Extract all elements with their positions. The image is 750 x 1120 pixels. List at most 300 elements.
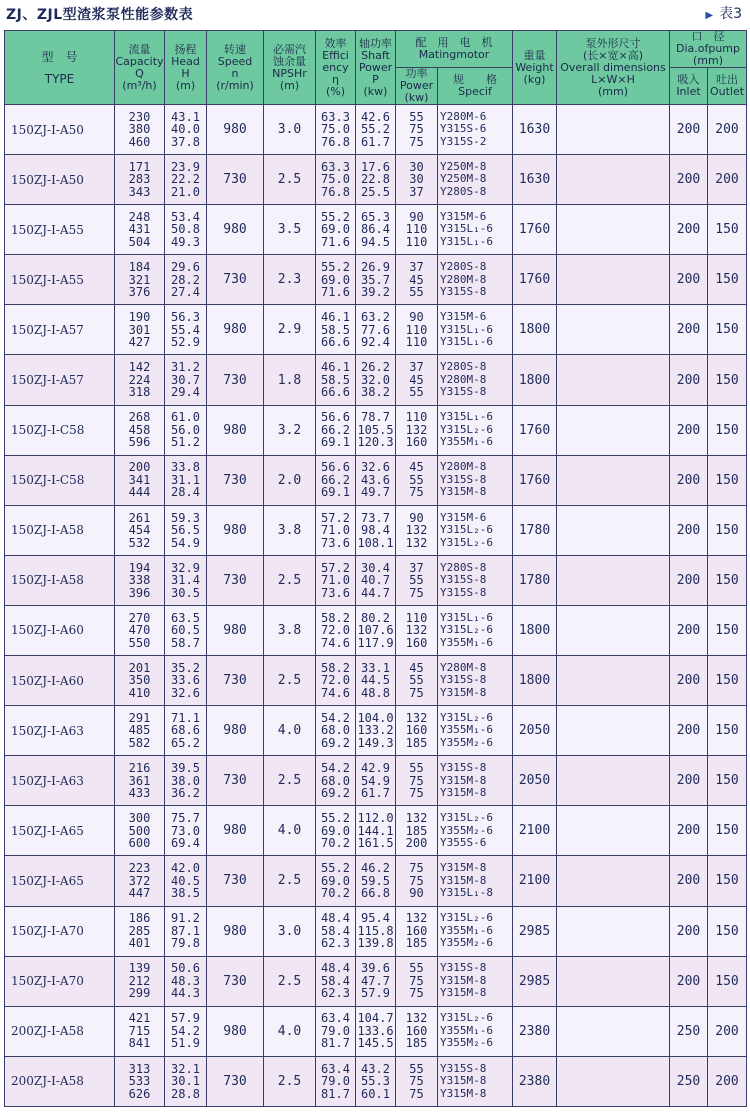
cell-dimensions	[557, 756, 670, 806]
header-motor-spec: 规 格 Specif	[438, 68, 513, 105]
cell-inlet: 200	[670, 255, 708, 305]
cell-inlet: 200	[670, 756, 708, 806]
cell-speed: 730	[207, 355, 264, 405]
header-efficiency: 效率 Effici ency η (%)	[316, 31, 356, 105]
cell-efficiency: 48.4 58.4 62.3	[316, 956, 356, 1006]
cell-inlet: 200	[670, 505, 708, 555]
cell-dimensions	[557, 155, 670, 205]
cell-inlet: 200	[670, 956, 708, 1006]
cell-type: 200ZJ-I-A58	[5, 1006, 115, 1056]
cell-motor-spec: Y315L₂-6 Y355M₁-6 Y355M₂-6	[438, 906, 513, 956]
table-row	[5, 505, 747, 555]
cell-motor-power: 55 75 75	[396, 1056, 438, 1106]
cell-outlet: 150	[708, 305, 747, 355]
table-row	[5, 205, 747, 255]
cell-weight: 2100	[513, 856, 557, 906]
cell-weight: 1800	[513, 355, 557, 405]
cell-head: 31.2 30.7 29.4	[165, 355, 207, 405]
cell-weight: 1630	[513, 155, 557, 205]
cell-dimensions	[557, 505, 670, 555]
cell-motor-spec: Y250M-8 Y250M-8 Y280S-8	[438, 155, 513, 205]
cell-motor-power: 30 30 37	[396, 155, 438, 205]
cell-speed: 980	[207, 405, 264, 455]
cell-npsh: 2.5	[264, 155, 316, 205]
cell-motor-spec: Y280M-6 Y315S-6 Y315S-2	[438, 105, 513, 155]
cell-efficiency: 63.4 79.0 81.7	[316, 1006, 356, 1056]
cell-type: 150ZJ-I-A58	[5, 505, 115, 555]
cell-dimensions	[557, 555, 670, 605]
cell-head: 56.3 55.4 52.9	[165, 305, 207, 355]
cell-dimensions	[557, 455, 670, 505]
table-row	[5, 155, 747, 205]
cell-efficiency: 56.6 66.2 69.1	[316, 405, 356, 455]
cell-outlet: 200	[708, 105, 747, 155]
cell-capacity: 313 533 626	[115, 1056, 165, 1106]
cell-outlet: 150	[708, 455, 747, 505]
cell-weight: 2050	[513, 756, 557, 806]
cell-capacity: 248 431 504	[115, 205, 165, 255]
cell-weight: 1760	[513, 455, 557, 505]
cell-type: 150ZJ-I-A55	[5, 255, 115, 305]
cell-dimensions	[557, 856, 670, 906]
cell-head: 29.6 28.2 27.4	[165, 255, 207, 305]
cell-efficiency: 58.2 72.0 74.6	[316, 605, 356, 655]
cell-shaft-power: 30.4 40.7 44.7	[356, 555, 396, 605]
table-row	[5, 956, 747, 1006]
cell-inlet: 200	[670, 806, 708, 856]
cell-efficiency: 55.2 69.0 71.6	[316, 255, 356, 305]
cell-outlet: 150	[708, 205, 747, 255]
cell-speed: 730	[207, 656, 264, 706]
cell-motor-spec: Y280S-8 Y280M-8 Y315S-8	[438, 255, 513, 305]
table-row	[5, 605, 747, 655]
cell-dimensions	[557, 305, 670, 355]
cell-shaft-power: 95.4 115.8 139.8	[356, 906, 396, 956]
header-type: 型 号 TYPE	[5, 31, 115, 105]
cell-inlet: 200	[670, 605, 708, 655]
cell-npsh: 4.0	[264, 1006, 316, 1056]
cell-inlet: 250	[670, 1006, 708, 1056]
cell-capacity: 190 301 427	[115, 305, 165, 355]
cell-motor-spec: Y280M-8 Y315S-8 Y315M-8	[438, 455, 513, 505]
cell-dimensions	[557, 205, 670, 255]
cell-outlet: 200	[708, 1006, 747, 1056]
cell-npsh: 3.5	[264, 205, 316, 255]
cell-shaft-power: 26.2 32.0 38.2	[356, 355, 396, 405]
cell-motor-spec: Y315S-8 Y315M-8 Y315M-8	[438, 1056, 513, 1106]
cell-outlet: 150	[708, 956, 747, 1006]
table-body	[5, 105, 747, 1107]
cell-inlet: 200	[670, 205, 708, 255]
cell-motor-power: 132 160 185	[396, 906, 438, 956]
header-npsh: 必需汽 蚀余量 NPSHr (m)	[264, 31, 316, 105]
cell-capacity: 421 715 841	[115, 1006, 165, 1056]
cell-speed: 730	[207, 555, 264, 605]
cell-dimensions	[557, 706, 670, 756]
cell-npsh: 3.8	[264, 605, 316, 655]
cell-motor-power: 55 75 75	[396, 956, 438, 1006]
cell-head: 32.1 30.1 28.8	[165, 1056, 207, 1106]
cell-efficiency: 46.1 58.5 66.6	[316, 355, 356, 405]
cell-head: 39.5 38.0 36.2	[165, 756, 207, 806]
cell-npsh: 2.0	[264, 455, 316, 505]
performance-table	[4, 30, 747, 1107]
cell-shaft-power: 32.6 43.6 49.7	[356, 455, 396, 505]
cell-inlet: 200	[670, 706, 708, 756]
cell-efficiency: 57.2 71.0 73.6	[316, 555, 356, 605]
cell-npsh: 2.5	[264, 1056, 316, 1106]
cell-inlet: 200	[670, 656, 708, 706]
cell-weight: 1800	[513, 305, 557, 355]
table-row	[5, 906, 747, 956]
header-capacity: 流量 Capacity Q (m³/h)	[115, 31, 165, 105]
cell-weight: 2985	[513, 906, 557, 956]
page-title: ZJ、ZJL型渣浆泵性能参数表	[6, 7, 194, 23]
cell-dimensions	[557, 806, 670, 856]
cell-capacity: 230 380 460	[115, 105, 165, 155]
cell-motor-power: 55 75 75	[396, 105, 438, 155]
cell-outlet: 150	[708, 355, 747, 405]
cell-outlet: 150	[708, 405, 747, 455]
cell-head: 59.3 56.5 54.9	[165, 505, 207, 555]
cell-speed: 980	[207, 706, 264, 756]
cell-npsh: 3.8	[264, 505, 316, 555]
cell-capacity: 142 224 318	[115, 355, 165, 405]
title-bar	[0, 0, 750, 28]
cell-capacity: 200 341 444	[115, 455, 165, 505]
cell-motor-power: 55 75 75	[396, 756, 438, 806]
cell-dimensions	[557, 405, 670, 455]
header-diameter: 口 径 Dia.ofpump (mm)	[670, 31, 747, 68]
cell-type: 150ZJ-I-A65	[5, 806, 115, 856]
cell-speed: 980	[207, 906, 264, 956]
cell-weight: 2985	[513, 956, 557, 1006]
cell-weight: 2380	[513, 1056, 557, 1106]
cell-efficiency: 54.2 68.0 69.2	[316, 756, 356, 806]
cell-npsh: 4.0	[264, 706, 316, 756]
cell-outlet: 150	[708, 706, 747, 756]
header-inlet: 吸入 Inlet	[670, 68, 708, 105]
cell-outlet: 150	[708, 756, 747, 806]
cell-outlet: 150	[708, 656, 747, 706]
cell-motor-spec: Y280S-8 Y280M-8 Y315S-8	[438, 355, 513, 405]
table-row	[5, 555, 747, 605]
header-dimensions: 泵外形尺寸 (长×宽×高) Overall dimensions L×W×H (mm)	[557, 31, 670, 105]
cell-capacity: 139 212 299	[115, 956, 165, 1006]
cell-shaft-power: 42.9 54.9 61.7	[356, 756, 396, 806]
cell-dimensions	[557, 605, 670, 655]
cell-motor-spec: Y315L₁-6 Y315L₂-6 Y355M₁-6	[438, 605, 513, 655]
cell-capacity: 291 485 582	[115, 706, 165, 756]
cell-inlet: 200	[670, 555, 708, 605]
table-row	[5, 856, 747, 906]
cell-outlet: 150	[708, 605, 747, 655]
cell-dimensions	[557, 1056, 670, 1106]
cell-shaft-power: 46.2 59.5 66.8	[356, 856, 396, 906]
cell-capacity: 171 283 343	[115, 155, 165, 205]
cell-head: 61.0 56.0 51.2	[165, 405, 207, 455]
cell-speed: 980	[207, 305, 264, 355]
cell-speed: 730	[207, 455, 264, 505]
header-motor-power: 功率 Power (kw)	[396, 68, 438, 105]
cell-motor-spec: Y315L₂-6 Y355M₂-6 Y355S-6	[438, 806, 513, 856]
cell-motor-spec: Y315M-6 Y315L₁-6 Y315L₁-6	[438, 305, 513, 355]
header-outlet: 吐出 Outlet	[708, 68, 747, 105]
cell-weight: 2050	[513, 706, 557, 756]
cell-outlet: 150	[708, 906, 747, 956]
cell-motor-spec: Y315M-8 Y315M-8 Y315L₁-8	[438, 856, 513, 906]
cell-dimensions	[557, 255, 670, 305]
cell-motor-power: 37 45 55	[396, 255, 438, 305]
cell-inlet: 200	[670, 906, 708, 956]
cell-efficiency: 48.4 58.4 62.3	[316, 906, 356, 956]
cell-shaft-power: 42.6 55.2 61.7	[356, 105, 396, 155]
cell-head: 53.4 50.8 49.3	[165, 205, 207, 255]
cell-head: 33.8 31.1 28.4	[165, 455, 207, 505]
cell-motor-power: 37 45 55	[396, 355, 438, 405]
cell-dimensions	[557, 355, 670, 405]
cell-type: 150ZJ-I-A55	[5, 205, 115, 255]
cell-inlet: 200	[670, 856, 708, 906]
cell-motor-spec: Y315S-8 Y315M-8 Y315M-8	[438, 756, 513, 806]
cell-inlet: 250	[670, 1056, 708, 1106]
cell-inlet: 200	[670, 355, 708, 405]
cell-efficiency: 63.3 75.0 76.8	[316, 155, 356, 205]
cell-type: 150ZJ-I-C58	[5, 455, 115, 505]
cell-npsh: 2.3	[264, 255, 316, 305]
cell-capacity: 194 338 396	[115, 555, 165, 605]
cell-npsh: 2.9	[264, 305, 316, 355]
cell-outlet: 150	[708, 555, 747, 605]
cell-efficiency: 46.1 58.5 66.6	[316, 305, 356, 355]
cell-shaft-power: 33.1 44.5 48.8	[356, 656, 396, 706]
cell-shaft-power: 80.2 107.6 117.9	[356, 605, 396, 655]
cell-head: 63.5 60.5 58.7	[165, 605, 207, 655]
table-row	[5, 405, 747, 455]
cell-motor-spec: Y315S-8 Y315M-8 Y315M-8	[438, 956, 513, 1006]
cell-npsh: 3.2	[264, 405, 316, 455]
cell-type: 150ZJ-I-C58	[5, 405, 115, 455]
cell-npsh: 1.8	[264, 355, 316, 405]
header-speed: 转速 Speed n (r/min)	[207, 31, 264, 105]
cell-head: 50.6 48.3 44.3	[165, 956, 207, 1006]
cell-npsh: 2.5	[264, 756, 316, 806]
cell-shaft-power: 26.9 35.7 39.2	[356, 255, 396, 305]
cell-motor-power: 110 132 160	[396, 405, 438, 455]
cell-head: 57.9 54.2 51.9	[165, 1006, 207, 1056]
cell-inlet: 200	[670, 305, 708, 355]
cell-npsh: 2.5	[264, 555, 316, 605]
cell-speed: 980	[207, 105, 264, 155]
header-motor-group: 配 用 电 机 Matingmotor	[396, 31, 513, 68]
cell-outlet: 150	[708, 255, 747, 305]
cell-dimensions	[557, 956, 670, 1006]
cell-weight: 1780	[513, 555, 557, 605]
cell-outlet: 150	[708, 505, 747, 555]
cell-weight: 2380	[513, 1006, 557, 1056]
cell-head: 32.9 31.4 30.5	[165, 555, 207, 605]
table-row	[5, 1006, 747, 1056]
page-tag-label: 表3	[719, 6, 742, 22]
cell-efficiency: 63.4 79.0 81.7	[316, 1056, 356, 1106]
table-row	[5, 1056, 747, 1106]
cell-capacity: 270 470 550	[115, 605, 165, 655]
cell-motor-power: 45 55 75	[396, 455, 438, 505]
cell-weight: 1760	[513, 255, 557, 305]
cell-outlet: 150	[708, 806, 747, 856]
cell-type: 150ZJ-I-A65	[5, 856, 115, 906]
cell-head: 23.9 22.2 21.0	[165, 155, 207, 205]
table-row	[5, 806, 747, 856]
table-row	[5, 656, 747, 706]
table-row	[5, 756, 747, 806]
cell-type: 150ZJ-I-A70	[5, 906, 115, 956]
cell-shaft-power: 78.7 105.5 120.3	[356, 405, 396, 455]
cell-capacity: 184 321 376	[115, 255, 165, 305]
table-row	[5, 255, 747, 305]
cell-weight: 1760	[513, 205, 557, 255]
cell-speed: 980	[207, 1006, 264, 1056]
cell-weight: 1780	[513, 505, 557, 555]
cell-motor-power: 37 55 75	[396, 555, 438, 605]
cell-type: 150ZJ-I-A60	[5, 605, 115, 655]
cell-npsh: 2.5	[264, 856, 316, 906]
cell-shaft-power: 43.2 55.3 60.1	[356, 1056, 396, 1106]
cell-npsh: 3.0	[264, 906, 316, 956]
cell-efficiency: 63.3 75.0 76.8	[316, 105, 356, 155]
cell-capacity: 300 500 600	[115, 806, 165, 856]
cell-efficiency: 55.2 69.0 71.6	[316, 205, 356, 255]
arrow-icon: ▶	[705, 10, 714, 21]
cell-speed: 730	[207, 255, 264, 305]
cell-capacity: 201 350 410	[115, 656, 165, 706]
cell-capacity: 186 285 401	[115, 906, 165, 956]
cell-head: 75.7 73.0 69.4	[165, 806, 207, 856]
cell-type: 150ZJ-I-A63	[5, 706, 115, 756]
cell-efficiency: 54.2 68.0 69.2	[316, 706, 356, 756]
cell-motor-spec: Y280M-8 Y315S-8 Y315M-8	[438, 656, 513, 706]
cell-inlet: 200	[670, 155, 708, 205]
cell-speed: 980	[207, 806, 264, 856]
cell-motor-spec: Y315L₂-6 Y355M₁-6 Y355M₂-6	[438, 1006, 513, 1056]
cell-head: 43.1 40.0 37.8	[165, 105, 207, 155]
table-row	[5, 305, 747, 355]
cell-capacity: 216 361 433	[115, 756, 165, 806]
cell-speed: 730	[207, 1056, 264, 1106]
cell-motor-power: 132 160 185	[396, 1006, 438, 1056]
cell-weight: 1800	[513, 656, 557, 706]
cell-speed: 980	[207, 205, 264, 255]
cell-speed: 730	[207, 856, 264, 906]
cell-dimensions	[557, 906, 670, 956]
cell-type: 150ZJ-I-A57	[5, 355, 115, 405]
header-head: 扬程 Head H (m)	[165, 31, 207, 105]
cell-type: 150ZJ-I-A63	[5, 756, 115, 806]
cell-outlet: 200	[708, 1056, 747, 1106]
cell-weight: 1800	[513, 605, 557, 655]
cell-type: 150ZJ-I-A60	[5, 656, 115, 706]
cell-head: 42.0 40.5 38.5	[165, 856, 207, 906]
cell-motor-power: 132 160 185	[396, 706, 438, 756]
cell-speed: 980	[207, 605, 264, 655]
cell-motor-spec: Y315L₁-6 Y315L₂-6 Y355M₁-6	[438, 405, 513, 455]
cell-efficiency: 56.6 66.2 69.1	[316, 455, 356, 505]
cell-efficiency: 55.2 69.0 70.2	[316, 806, 356, 856]
cell-shaft-power: 39.6 47.7 57.9	[356, 956, 396, 1006]
cell-type: 150ZJ-I-A70	[5, 956, 115, 1006]
cell-outlet: 150	[708, 856, 747, 906]
cell-motor-power: 90 110 110	[396, 305, 438, 355]
cell-outlet: 200	[708, 155, 747, 205]
cell-npsh: 4.0	[264, 806, 316, 856]
cell-shaft-power: 104.7 133.6 145.5	[356, 1006, 396, 1056]
cell-inlet: 200	[670, 455, 708, 505]
cell-motor-spec: Y315L₂-6 Y355M₁-6 Y355M₂-6	[438, 706, 513, 756]
cell-motor-spec: Y280S-8 Y315S-8 Y315S-8	[438, 555, 513, 605]
cell-capacity: 223 372 447	[115, 856, 165, 906]
table-row	[5, 455, 747, 505]
table-row	[5, 105, 747, 155]
table-row	[5, 355, 747, 405]
cell-capacity: 268 458 596	[115, 405, 165, 455]
cell-shaft-power: 65.3 86.4 94.5	[356, 205, 396, 255]
cell-motor-power: 90 132 132	[396, 505, 438, 555]
cell-motor-power: 45 55 75	[396, 656, 438, 706]
cell-weight: 2100	[513, 806, 557, 856]
cell-efficiency: 58.2 72.0 74.6	[316, 656, 356, 706]
cell-motor-power: 90 110 110	[396, 205, 438, 255]
cell-motor-power: 75 75 90	[396, 856, 438, 906]
cell-motor-power: 132 185 200	[396, 806, 438, 856]
cell-dimensions	[557, 105, 670, 155]
cell-shaft-power: 112.0 144.1 161.5	[356, 806, 396, 856]
cell-efficiency: 55.2 69.0 70.2	[316, 856, 356, 906]
cell-dimensions	[557, 656, 670, 706]
cell-weight: 1630	[513, 105, 557, 155]
cell-shaft-power: 104.0 133.2 149.3	[356, 706, 396, 756]
cell-motor-spec: Y315M-6 Y315L₂-6 Y315L₂-6	[438, 505, 513, 555]
cell-motor-power: 110 132 160	[396, 605, 438, 655]
cell-speed: 730	[207, 155, 264, 205]
cell-efficiency: 57.2 71.0 73.6	[316, 505, 356, 555]
cell-type: 150ZJ-I-A58	[5, 555, 115, 605]
header-shaft-power: 轴功率 Shaft Power P (kw)	[356, 31, 396, 105]
cell-shaft-power: 17.6 22.8 25.5	[356, 155, 396, 205]
cell-npsh: 2.5	[264, 656, 316, 706]
cell-speed: 730	[207, 756, 264, 806]
cell-shaft-power: 63.2 77.6 92.4	[356, 305, 396, 355]
cell-head: 91.2 87.1 79.8	[165, 906, 207, 956]
cell-npsh: 2.5	[264, 956, 316, 1006]
cell-type: 150ZJ-I-A57	[5, 305, 115, 355]
table-row	[5, 706, 747, 756]
page-tag	[705, 3, 742, 23]
cell-type: 150ZJ-I-A50	[5, 105, 115, 155]
cell-npsh: 3.0	[264, 105, 316, 155]
cell-type: 150ZJ-I-A50	[5, 155, 115, 205]
cell-speed: 980	[207, 505, 264, 555]
cell-inlet: 200	[670, 405, 708, 455]
cell-dimensions	[557, 1006, 670, 1056]
cell-head: 71.1 68.6 65.2	[165, 706, 207, 756]
header-weight: 重量 Weight (kg)	[513, 31, 557, 105]
cell-speed: 730	[207, 956, 264, 1006]
cell-inlet: 200	[670, 105, 708, 155]
cell-shaft-power: 73.7 98.4 108.1	[356, 505, 396, 555]
cell-motor-spec: Y315M-6 Y315L₁-6 Y315L₁-6	[438, 205, 513, 255]
cell-capacity: 261 454 532	[115, 505, 165, 555]
cell-type: 200ZJ-I-A58	[5, 1056, 115, 1106]
